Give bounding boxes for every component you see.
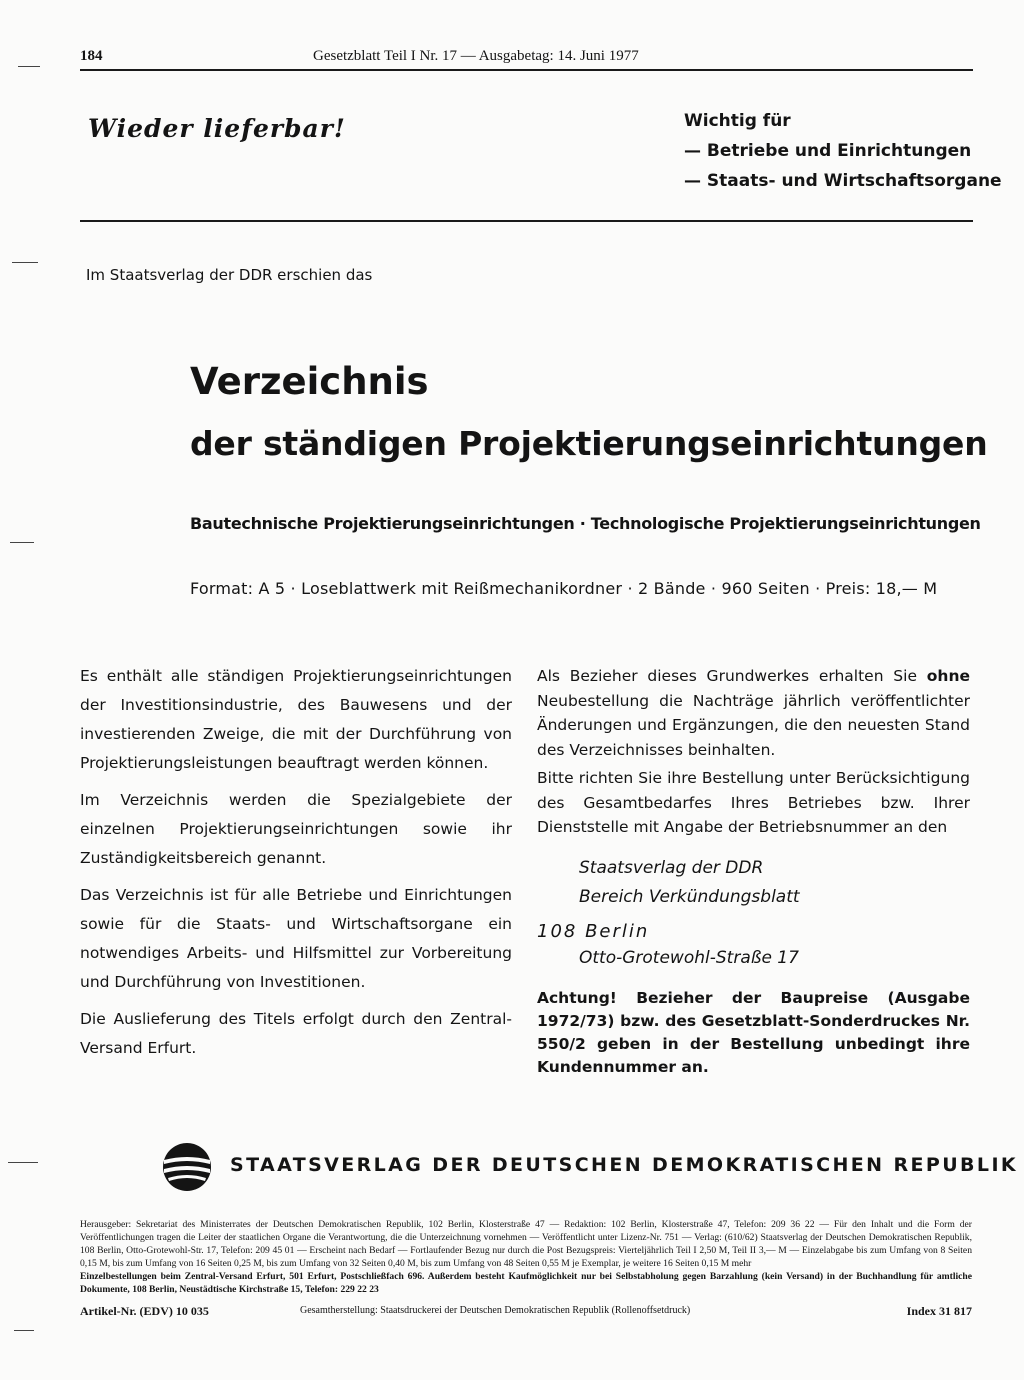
margin-mark: [10, 542, 34, 543]
publisher-logo-icon: [160, 1140, 214, 1194]
right-paragraph-1-bold: ohne: [926, 667, 970, 685]
right-paragraph-2: Bitte richten Sie ihre Bestellung unter Berücksichtigung des Gesamtbedarfes Ihres Betriebes bzw. Ihrer Dienststelle mit Angabe der Betriebsnummer an den: [537, 769, 970, 836]
title-line-2: der ständigen Projektierungseinrichtungen: [190, 424, 988, 463]
format-line: Format: A 5 · Loseblattwerk mit Reißmechanikordner · 2 Bände · 960 Seiten · Preis: 18,— M: [190, 579, 938, 598]
margin-mark: [18, 66, 40, 67]
left-paragraph-1: Es enthält alle ständigen Projektierungseinrichtungen der Investitionsindustrie, des Bauwesens und der investierenden Zweige, die mit der Durchführung von Projektierungsleistungen beauftragt werden können.: [80, 667, 512, 772]
left-paragraph-3: Das Verzeichnis ist für alle Betriebe und Einrichtungen sowie für die Staats- und Wirtschaftsorgane ein notwendiges Arbeits- und Hilfsmittel zur Vorbereitung und Durchführung von Investitionen.: [80, 886, 512, 991]
wichtig-item-2: — Staats- und Wirtschaftsorgane: [684, 171, 1002, 191]
wichtig-item-1: — Betriebe und Einrichtungen: [684, 141, 972, 161]
publisher-name: STAATSVERLAG DER DEUTSCHEN DEMOKRATISCHEN REPUBLIK: [230, 1154, 1019, 1176]
left-paragraph-4: Die Auslieferung des Titels erfolgt durch den Zentral-Versand Erfurt.: [80, 1010, 512, 1057]
wichtig-box: [684, 106, 1002, 196]
wichtig-title: Wichtig für: [684, 111, 791, 131]
margin-mark: [8, 1162, 38, 1163]
running-title: Gesetzblatt Teil I Nr. 17 — Ausgabetag: 14. Juni 1977: [313, 48, 639, 64]
printer-credit: Gesamtherstellung: Staatsdruckerei der Deutschen Demokratischen Republik (Rollenoffsetdruck): [300, 1305, 691, 1316]
header-rule: [80, 69, 973, 71]
imprint-line-1: Herausgeber: Sekretariat des Ministerrates der Deutschen Demokratischen Republik, 102 Berlin, Klosterstraße 47 — Redaktion: 102 Berlin, Klosterstraße 47, Telefon: 209 36 22 — Für den Inhalt und die Form der Veröffentlichungen tragen die Leiter der staatlichen Organe die Verantwortung, die die Unterzeichnung vornehmen — Veröffentlicht unter Lizenz-Nr. 751 — Verlag: (610/62) Staatsverlag der Deutschen Demokratischen Republik, 108 Berlin, Otto-Grotewohl-Str. 17, Telefon: 209 45 01 — Erscheint nach Bedarf — Fortlaufender Bezug nur durch die Post Bezugspreis: Vierteljährlich Teil I 2,50 M, Teil II 3,— M — Einzelabgabe bis zum Umfang von 8 Seiten 0,15 M, bis zum Umfang von 16 Seiten 0,25 M, bis zum Umfang von 32 Seiten 0,40 M, bis zum Umfang von 48 Seiten 0,55 M je Exemplar, je weitere 16 Seiten 0,15 M mehr: [80, 1219, 972, 1269]
address-street: Otto-Grotewohl-Straße 17: [579, 948, 799, 968]
index-number: Index 31 817: [906, 1304, 972, 1318]
headline-wieder-lieferbar: Wieder lieferbar!: [88, 114, 346, 143]
artikel-number: Artikel-Nr. (EDV) 10 035: [80, 1304, 209, 1318]
publisher-row: [160, 1140, 1019, 1196]
order-address: [579, 854, 970, 912]
margin-mark: [12, 262, 38, 263]
left-column: [80, 662, 512, 1071]
page-number: 184: [80, 48, 103, 64]
address-line-2: Bereich Verkündungsblatt: [579, 886, 800, 907]
right-column: [537, 664, 970, 1079]
right-paragraph-1: [537, 664, 970, 762]
right-paragraph-1-start: Als Bezieher dieses Grundwerkes erhalten Sie: [537, 667, 917, 685]
subtitle: Bautechnische Projektierungseinrichtungen · Technologische Projektierungseinrichtungen: [190, 514, 981, 533]
title-line-1: Verzeichnis: [190, 360, 429, 403]
margin-mark: [14, 1330, 34, 1331]
address-line-1: Staatsverlag der DDR: [579, 857, 764, 878]
achtung-notice: Achtung! Bezieher der Baupreise (Ausgabe 1972/73) bzw. des Gesetzblatt-Sonderdruckes Nr. 550/2 geben in der Bestellung unbedingt ihre Kundennummer an.: [537, 989, 970, 1076]
banner-rule: [80, 220, 973, 222]
right-paragraph-1-end: Neubestellung die Nachträge jährlich veröffentlichter Änderungen und Ergänzungen, die den neuesten Stand des Verzeichnisses beinhalten.: [537, 691, 970, 759]
intro-text: Im Staatsverlag der DDR erschien das: [86, 266, 373, 284]
imprint: [80, 1218, 972, 1296]
address-city: 108 Berlin: [537, 920, 650, 942]
left-paragraph-2: Im Verzeichnis werden die Spezialgebiete der einzelnen Projektierungseinrichtungen sowie ihr Zuständigkeitsbereich genannt.: [80, 791, 512, 867]
imprint-line-2: Einzelbestellungen beim Zentral-Versand Erfurt, 501 Erfurt, Postschließfach 696. Außerdem besteht Kaufmöglichkeit nur bei Selbstabholung gegen Barzahlung (kein Versand) in der Buchhandlung für amtliche Dokumente, 108 Berlin, Neustädtische Kirchstraße 15, Telefon: 229 22 23: [80, 1271, 972, 1295]
